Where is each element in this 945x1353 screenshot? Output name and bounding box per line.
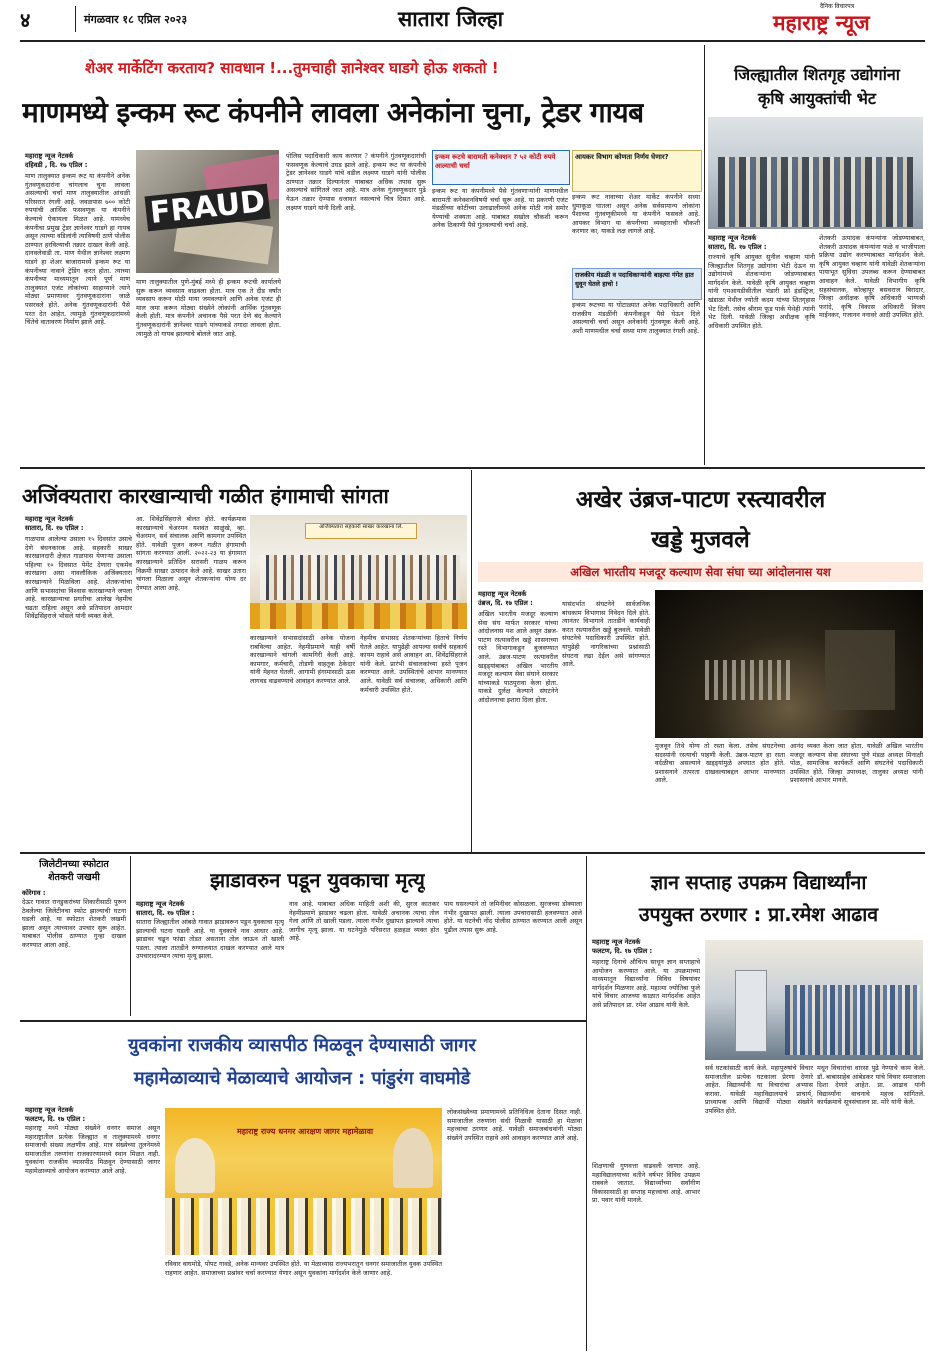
jagar-byline-text: महाराष्ट्र न्यूज नेटवर्क xyxy=(25,1106,74,1114)
umbraj-dateline: उंब्रज, दि. १७ एप्रिल : xyxy=(478,599,533,607)
umbraj-kicker: अखिल भारतीय मजदूर कल्याण सेवा संघा च्या आंदोलनास यश xyxy=(570,565,831,579)
group-of-people xyxy=(718,157,913,227)
jhad-dateline: सातारा, दि. १७ एप्रिल : xyxy=(136,909,195,917)
umbraj-byline-text: महाराष्ट्र न्यूज नेटवर्क xyxy=(478,590,527,598)
rule-2 xyxy=(20,852,925,854)
dnyan-col3: मधून विचारांचा वारसा पुढे नेण्याचे काम केले. डॉ. बाबासाहेब आंबेडकर यांचे विचार समाजाला दिशा देणारे आहेत. प्रा. आढाव यांनी विद्यार्थ्यांना वाचनाचे महत्त्व सांगितले. कार्यक्रमाचे सूत्रसंचालन प्रा. मोरे यांनी केले. xyxy=(817,1064,925,1107)
lead-headline: माणमध्ये इन्कम रूट कंपनीने लावला अनेकांना चुना, ट्रेडर गायब xyxy=(22,96,644,129)
fraud-stamp: FRAUD xyxy=(145,184,271,232)
mid-rule-2 xyxy=(130,856,131,1016)
umbraj-byline xyxy=(478,590,558,608)
lead-dateline: दहिवडी , दि. १७ एप्रिल : xyxy=(25,161,88,169)
excavator-image xyxy=(825,630,895,710)
dnyan-byline xyxy=(592,938,700,956)
shitgruh-byline-text: महाराष्ट्र न्यूज नेटवर्क xyxy=(708,234,757,242)
shitgruh-col1: राज्याचे कृषि आयुक्त सुनील चव्हाण यांनी जिल्ह्यातील शितगृह उद्योगांना भेटी देऊन या उद्योगांमध्ये शेतकऱ्यांना जोडण्याबाबत मार्गदर्शन केले. यावेळी कृषि आयुक्त चव्हाण यांनी एमआयडीसीतील भंडारी फ्रो इंडस्ट्रिज, खंडाळा येथील ज्योती कदम यांच्या शितगृहास भेट दिली. तसेच श्रीराम फूड पार्क येथेही त्यांनी भेट दिली. यावेळी जिल्हा अधीक्षक कृषि अधिकारी उपस्थित होते. xyxy=(708,253,815,330)
umbraj-kicker-bar xyxy=(478,562,923,582)
section-title: सातारा जिल्हा xyxy=(398,7,504,31)
event-banner: अजिंक्यतारा सहकारी साखर कारखाना लि. xyxy=(305,523,417,539)
jagar-col2: रविवार वाघमोडे, पोपट गावडे, अनेक मान्यवर उपस्थित होते. या मेळाव्यास राज्यभरातून धनगर समाजातील युवक उपस्थित राहणार आहेत. समाजाच्या प्रश्नांवर चर्चा करण्यात येणार असून युवकांना मार्गदर्शन केले जाणार आहे. xyxy=(165,1260,442,1277)
header-divider xyxy=(75,6,76,32)
people-at-night xyxy=(705,660,795,700)
rule-1 xyxy=(20,467,925,469)
jhad-col2: नाव आहे. याबाबत अधिक माहिती अशी की, सुरज कातकर नेहमीप्रमाणे झाडावर चढला होता. यावेळी अचानक त्याचा तोल गेला आणि तो खाली पडला. त्याला गंभीर दुखापत झाल्याने त्याचा जागीच मृत्यू झाला. या घटनेमुळे परिसरात हळहळ व्यक्त होत आहे. xyxy=(289,900,439,943)
lead-box-baramati xyxy=(432,150,570,185)
jagar-banner: महाराष्ट्र राज्य धनगर आरक्षण जागर महामेळावा xyxy=(236,1127,374,1136)
umbraj-col1: अखिल भारतीय मजदूर कल्याण सेवा संघ मार्फत सरकार यांच्या आंदोलनास यश आले असून उंब्रज-पाटण रस्त्यावरील खड्डे शासनाच्या रस्ते विभागाकडून बुजवण्यात आले. उंब्रज-पाटण रस्त्यावरील खड्ड्यांबाबत अखिल भारतीय मजदूर कल्याण सेवा संघाने सरकार यांच्याकडे पाठपुरावा केला होता. याकडे दुर्लक्ष केल्याने संघटनेने आंदोलनाचा इशारा दिला होता. xyxy=(478,610,558,704)
umbraj-col3: मुजवून तिथे योग्य तो रस्ता केला. तसेच संघटनेच्या सदस्यांनी रस्त्याची पाहणी केली. उंब्रज-पाटण हा रस्ता वर्दळीचा असल्याने खड्ड्यांमुळे अपघात होत होते. प्रशासनाने तत्परता दाखवल्याबद्दल आभार मानण्यात आले. xyxy=(655,742,785,785)
jagar-dateline: फलटण, दि. १७ एप्रिल : xyxy=(25,1115,86,1123)
portrait-right xyxy=(393,1128,433,1188)
jagar-col3: लोकसंख्येच्या प्रमाणामध्ये प्रतिनिधित्व देताना दिसत नाही. समाजातील तरुणांना संधी मिळावी यासाठी हा मेळावा महत्त्वाचा ठरणार आहे. यावेळी समाजबांधवांनी मोठ्या संख्येने उपस्थित राहावे असे आवाहन करण्यात आले आहे. xyxy=(447,1108,582,1142)
page-number: ४ xyxy=(20,8,31,32)
umbraj-headline-2: खड्डे मुजवले xyxy=(651,527,750,553)
ajinkyatara-dateline: सातारा, दि. १७ एप्रिल : xyxy=(25,524,84,532)
lead-box-baramati-title: इन्कम रूटचे बारामती कनेक्शन ? ५२ कोटी रुपये आल्याची चर्चा xyxy=(435,153,556,170)
shitgruh-col2: शेतकरी उत्पादक कंपन्यांना जोडण्याबाबत, शेतकरी उत्पादक कंपन्यांना फळे व भाजीपाला प्रक्रिया उद्योग करण्याबाबत मार्गदर्शन केले. कृषि आयुक्त चव्हाण यांनी यावेळी शेतकऱ्यांना पायाभूत सुविधा उपलब्ध करून देण्याबाबत आवाहन केले. यावेळी विभागीय कृषि सहसंचालक, कोल्हापूर बसवराज बिरादार, जिल्हा अधीक्षक कृषि अधिकारी भाग्यश्री फरांदे, कृषि विकास अधिकारी विजय माईनकर, गजानन ननावरे आदी उपस्थित होते. xyxy=(819,234,925,320)
jilatin-body: देऊर गावात रानडुकरांच्या शिकारीसाठी पुरून ठेवलेल्या जिलेटीनचा स्फोट झाल्याची घटना घडली आहे. या स्फोटात शेतकरी जखमी झाला असून त्याच्यावर उपचार सुरू आहेत. याबाबत पोलीस ठाण्यात गुन्हा दाखल करण्यात आला आहे. xyxy=(22,898,126,949)
lead-col1: माण तालुक्यात इन्कम रूट या कंपनीने अनेक गुंतवणूकदारांना चांगलाच चुना लावला असल्याची चर्चा माण तालुक्यातील आंधळी परिसरात रंगली आहे. जवळपास ७०० कोटी रुपयांची आर्थिक फसवणूक या कंपनीने केल्याचे ऐकायला मिळत आहे. यामध्येच कंपनीचा प्रमुख ट्रेडर ज्ञानेश्वर घाडगे हा गायब असून त्याच्या वडिलांनी त्याविषयी ठाणे पोलीस ठाण्यात हरविल्याची तक्रार दाखल केली आहे. दानवलेवाडी ता. माण येथील ज्ञानेश्वर लक्ष्मण घाडगे हा शेअर बाजारामध्ये इन्कम रूट या कंपनीच्या नावाने ट्रेडिंग करत होता. त्याच्या कंपनीच्या माध्यमातून त्याने पूर्ण माण तालुक्यात एजंट लोकांच्या साहाय्याने त्याने मोठ्या प्रमाणावर गुंतवणूकदारांना जाळे पसरवले होते. अनेक गुंतवणूकदारांनी पैसे परत देत आहेत. त्यामुळे गुंतवणूकदारांमध्ये चिंतेचे वातावरण निर्माण झाले आहे. xyxy=(25,172,130,327)
mid-rule-1 xyxy=(471,470,472,852)
dnyan-col2: सर्व घटकांसाठी कार्य केले. महापुरुषांचे विचार समाजातील प्रत्येक घटकाला प्रेरणा देणारे आहेत. विद्यार्थ्यांनी या विचारांचा अभ्यास करावा. यावेळी महाविद्यालयाचे प्राचार्य, प्राध्यापक आणि विद्यार्थी मोठ्या संख्येने उपस्थित होते. xyxy=(705,1064,813,1115)
jagar-col1: महाराष्ट्र मध्ये मोठ्या संख्येने धनगर समाज असून महाराष्ट्रातील प्रत्येक जिल्ह्यात व तालुक्यामध्ये धनगर समाजाची संख्या लक्षणीय आहे. मात्र संख्येच्या तुलनेमध्ये समाजातील तरुणांना राजकारणामध्ये स्थान मिळत नाही. युवकांना राजकीय व्यासपीठ मिळवून देण्यासाठी जागर महामेळाव्याचे आयोजन करण्यात आले आहे. xyxy=(25,1124,160,1175)
shitgruh-byline xyxy=(708,234,816,252)
stage-people xyxy=(165,1198,442,1255)
jagar-headline-1: युवकांना राजकीय व्यासपीठ मिळवून देण्यासाठी जागर xyxy=(128,1035,476,1056)
mid-rule-3 xyxy=(586,856,587,1351)
brand-logo: महाराष्ट्र न्यूज xyxy=(773,11,870,35)
shitgruh-headline-1: जिल्ह्यातील शितगृह उद्योगांना xyxy=(734,65,900,84)
shitgruh-dateline: सातारा, दि. १७ एप्रिल : xyxy=(708,243,767,251)
dnyan-byline-text: महाराष्ट्र न्यूज नेटवर्क xyxy=(592,938,641,946)
issue-date: मंगळवार १८ एप्रिल २०२३ xyxy=(84,13,188,26)
shitgruh-photo xyxy=(708,117,923,229)
fraud-photo xyxy=(136,150,279,273)
jagar-headline-2: महामेळाव्याचे मेळाव्याचे आयोजन : पांडुरंग वाघमोडे xyxy=(133,1068,471,1089)
ajinkyatara-col2: आ. शिवेंद्रसिंहराजे बोलत होते. कार्यक्रमास कारखान्याचे चेअरमन यशवंत साळुंखे, व्हा. चेअरमन, सर्व संचालक आणि कामगार उपस्थित होते. यावेळी पूजन करून गळीत हंगामाची सांगता करण्यात आली. २०२२-२३ या हंगामात कारखान्याने प्रतिदिन सरासरी गाळप करून विक्रमी साखर उत्पादन केले आहे. साखर उतारा चांगला मिळाला असून शेतकऱ्यांना योग्य दर देण्यात आला आहे. xyxy=(136,515,246,592)
rule-3 xyxy=(20,1020,586,1022)
jagar-byline xyxy=(25,1106,160,1124)
ajinkyatara-photo xyxy=(250,515,467,629)
lead-box-incometax-title: आयकर विभाग कोणता निर्णय घेणार? xyxy=(575,153,669,161)
lead-col5b: इन्कम रूटच्या या घोटाळ्यात अनेक पदाधिकारी आणि राजकीय मंडळींनी कंपनीकडून पैसे घेऊन दिले असल्याची चर्चा असून अनेकांनी गुंतवणूक केली आहे. अशी माणमधील चर्चा सध्या माण तालुक्यात रंगली आहे. xyxy=(572,301,700,335)
lead-box-incometax xyxy=(572,150,702,192)
header-rule xyxy=(20,40,925,42)
dnyan-photo xyxy=(705,940,923,1060)
ajinkyatara-byline xyxy=(25,515,131,533)
jagar-photo xyxy=(165,1108,442,1255)
speaker-at-podium xyxy=(735,970,767,1052)
lead-col3: पोलिस पदाधिकारी काय करणार ? कंपनीने गुंतवणूकदारांची फसवणूक केल्याचे उघड झाले आहे. इन्कम रूट या कंपनीचे ट्रेडर ज्ञानेश्वर घाडगे यांचे वडील लक्ष्मण घाडगे यांनी पोलीस ठाण्यात तक्रार दिल्यानंतर याबाबत अधिक तपास सुरू असल्याचे सांगितले जात आहे. मात्र अनेक गुंतवणूकदार पुढे येऊन तक्रार देण्यास धजावत नसल्याचे चित्र दिसत आहे. लक्ष्मण घाडगे यांनी दिली आहे. xyxy=(286,152,426,212)
lead-byline xyxy=(25,152,129,170)
lead-byline-text: महाराष्ट्र न्यूज नेटवर्क xyxy=(25,152,74,160)
ajinkyatara-col3: कारखान्याने सभासदांसाठी अनेक योजना राबविल्या आहेत. नेहमीप्रमाणे याही वर्षी कारखान्याने चांगली कामगिरी केली आहे. कामगार, कर्मचारी, तोडणी वाहतूक ठेकेदार यांनी मेहनत घेतली. आगामी हंगामासाठी ऊस लागवड वाढवण्याचे आवाहन करण्यात आले. xyxy=(250,634,355,685)
flower-decoration xyxy=(250,603,467,629)
jilatin-box xyxy=(22,857,126,1017)
jilatin-headline-1: जिलेटीनच्या स्फोटात xyxy=(39,859,109,870)
lead-col4: इन्कम रूट या कंपनीमध्ये पैसे गुंतवणाऱ्यांनी माणमधील बारामती कनेक्शनविषयी चर्चा सुरू आहे. या प्रकरणी एजंट मंडळींच्या कोटींच्या उलाढालीमध्ये अनेक मोठी नावे समोर येण्याची शक्यता आहे. याबाबत सखोल चौकशी करून अनेक ठिकाणी पैसे गुंतवल्याची चर्चा आहे. xyxy=(432,187,568,230)
dnyan-col4: शिक्षणाची गुणवत्ता वाढवली जाणार आहे. महाविद्यालयाच्या वतीने वर्षभर विविध उपक्रम राबवले जातात. विद्यार्थ्यांच्या सर्वांगीण विकासासाठी हा सप्ताह महत्त्वाचा आहे. आभार प्रा. पवार यांनी मानले. xyxy=(592,1162,700,1205)
ajinkyatara-byline-text: महाराष्ट्र न्यूज नेटवर्क xyxy=(25,515,74,523)
jilatin-headline-2: शेतकरी जखमी xyxy=(48,872,100,883)
jhad-byline-text: महाराष्ट्र न्यूज नेटवर्क xyxy=(136,900,185,908)
umbraj-photo xyxy=(655,590,923,738)
jhad-headline: झाडावरुन पडून युवकाचा मृत्यू xyxy=(210,868,425,892)
people-group xyxy=(260,555,460,600)
dnyan-headline-2: उपयुक्त ठरणार : प्रा.रमेश आढाव xyxy=(638,903,879,926)
jhad-col3: पाय घसरल्याने तो जमिनीवर कोसळला. सुरजच्या डोक्याला गंभीर दुखापत झाली. त्याला उपचारासाठी हलवण्यात आले होते. या घटनेची नोंद पोलीस ठाण्यात करण्यात आली असून पुढील तपास सुरू आहे. xyxy=(444,900,582,934)
brand-tagline: दैनिक विचारपत्र xyxy=(820,3,855,10)
jhad-col1: सातारा जिल्ह्यातील आंबळे गावात झाडावरून पडून युवकाचा मृत्यू झाल्याची घटना घडली आहे. या युवकाचे नाव आधार आहे. झाडावर चढून फांद्या तोडत असताना तोल जाऊन तो खाली पडला. त्याला तातडीने रुग्णालयात दाखल करण्यात आले मात्र उपचारादरम्यान त्याचा मृत्यू झाला. xyxy=(136,918,284,961)
lead-box-political-title: राजकीय मंडळी व पदाधिकाऱ्यांनी बाहत्या गंगेत हात धुवून घेतले हाचो ! xyxy=(575,271,694,288)
umbraj-headline-1: अखेर उंब्रज-पाटण रस्त्यावरील xyxy=(575,487,826,513)
jhad-byline xyxy=(136,900,252,918)
lead-box-political xyxy=(572,268,702,300)
lead-col5: इन्कम रूट नावाच्या शेअर मार्केट कंपनीने सध्या धुमाकूळ घातला असून अनेक सर्वसामान्य लोकांना पैशाच्या गुंतवणूकीमध्ये या कंपनीने फसवले आहे. आयकर विभाग या कंपनीच्या व्यवहाराची चौकशी करणार का, याकडे लक्ष लागले आहे. xyxy=(572,193,700,236)
lead-right-rule xyxy=(704,45,705,465)
student-audience xyxy=(785,985,920,1055)
shitgruh-headline-2: कृषि आयुक्तांची भेट xyxy=(758,89,876,108)
ajinkyatara-headline: अजिंक्यतारा कारखान्याची गळीत हंगामाची सांगता xyxy=(22,484,389,508)
lead-kicker: शेअर मार्केटिंग करताय? सावधान !...तुमचाही ज्ञानेश्वर घाडगे होऊ शकतो ! xyxy=(85,59,499,77)
jilatin-dateline: कोरेगाव : xyxy=(22,889,46,897)
dnyan-headline-1: ज्ञान सप्ताह उपक्रम विद्यार्थ्यांना xyxy=(650,871,867,894)
ajinkyatara-col4: नेहमीच सभासद शेतकऱ्यांच्या हिताचे निर्णय घेतले आहेत. यापुढेही आपल्या सर्वांचे सहकार्य कायम राहावे असे आवाहन आ. शिवेंद्रसिंहराजे यांनी केले. प्रारंभी संचालकांच्या हस्ते पूजन करण्यात आले. उपस्थितांचे आभार मानण्यात आले. यावेळी सर्व संचालक, अधिकारी आणि कर्मचारी उपस्थित होते. xyxy=(360,634,467,694)
dnyan-col1: महाराष्ट्र दिनाचे औचित्य साधून ज्ञान सप्ताहाचे आयोजन करण्यात आले. या उपक्रमाच्या माध्यमातून विद्यार्थ्यांना विविध विषयांवर मार्गदर्शन मिळणार आहे. महात्मा ज्योतिबा फुले यांचे विचार आजच्या काळात मार्गदर्शक आहेत असे प्रतिपादन प्रा. रमेश आढाव यांनी केले. xyxy=(592,958,700,1009)
dnyan-dateline: फलटण, दि. १७ एप्रिल : xyxy=(592,947,653,955)
ajinkyatara-col1: गाळपास आलेल्या उसाला १५ दिवसांत उसाचे देणे बंधनकारक आहे. सहकारी साखर कारखानदारी क्षेत्रात गाळपास येणाऱ्या उसाला पहिल्या १० दिवसात पेमेंट देणारा एकमेव कारखाना असा नावलौकिक अजिंक्यतारा कारखान्याने मिळविला आहे. शेतकऱ्यांचा आणि सभासदांचा विश्वास कारखान्याने जपला आहे. कारखान्याचा प्रगतीचा आलेख नेहमीच चढता राहिला असून असे प्रतिपादन आमदार शिवेंद्रसिंहराजे भोसले यांनी व्यक्त केले. xyxy=(25,535,132,621)
masthead xyxy=(0,0,945,40)
lead-col2: माण तालुक्यातील पुणे-मुंबई मध्ये ही इन्कम रूटची कार्यालये सुरू करून व्यवसाय वाढवला होता. मात्र एक ते दीड वर्षांत व्यवसाय करून मोठी माया जमवल्याने आणि अनेक एजंट ही माल जमा करून मोठ्या संख्येने लोकांनी आर्थिक गुंतवणूक केली होती. मात्र कंपनीने अचानक पैसे परत देणे बंद केल्याने गुंतवणूकदारांनी ज्ञानेश्वर घाडगे यांच्याकडे तगादा लावला होता. त्यामुळे तो गायब झाल्याचे बोलले जात आहे. xyxy=(136,278,281,338)
umbraj-col2: यासंदर्भात संघटनेने सार्वजनिक बांधकाम विभागास निवेदन दिले होते. त्यानंतर विभागाने तातडीने कार्यवाही करत रस्त्यावरील खड्डे बुजवले. यावेळी संघटनेचे पदाधिकारी उपस्थित होते. यापुढेही नागरिकांच्या प्रश्नांसाठी संघटना लढा देईल असे सांगण्यात आले. xyxy=(562,600,650,669)
umbraj-col4: आनंद व्यक्त केला जात होता. यावेळी अखिल भारतीय मजदूर कल्याण सेवा संघाच्या पुणे मंडळ अध्यक्ष मिनाक्षी पोळ, सामाजिक कार्यकर्ते आणि संघटनेचे पदाधिकारी उपस्थित होते. जिल्हा उपाध्यक्ष, तालुका अध्यक्ष यांनी प्रशासनाचे आभार मानले. xyxy=(790,742,923,785)
portrait-left xyxy=(175,1138,215,1193)
